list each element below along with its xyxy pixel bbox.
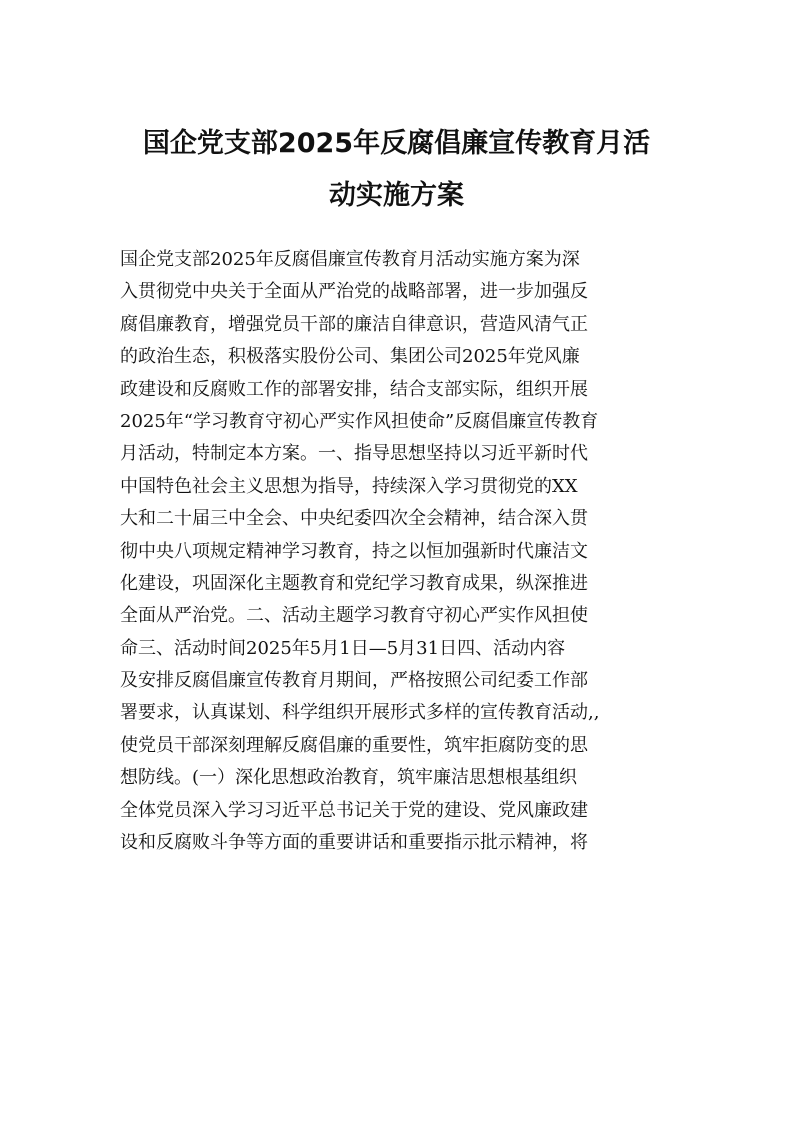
body-line-18: 全体党员深入学习习近平总书记关于党的建设、党风廉政建 [120, 799, 588, 821]
body-line-1: 国企党支部2025年反腐倡廉宣传教育月活动实施方案为深 [120, 249, 580, 270]
body-line-14: 及安排反腐倡廉宣传教育月期间，严格按照公司纪委工作部 [120, 670, 588, 692]
body-line-2: 入贯彻党中央关于全面从严治党的战略部署，进一步加强反 [120, 281, 588, 303]
body-line-5: 政建设和反腐败工作的部署安排，结合支部实际，组织开展 [120, 378, 588, 400]
title-line-2: 动实施方案 [329, 180, 464, 211]
body-line-11: 化建设，巩固深化主题教育和党纪学习教育成果，纵深推进 [120, 572, 588, 594]
body-line-15: 署要求，认真谋划、科学组织开展形式多样的宣传教育活动,, [120, 702, 600, 724]
body-line-17: 想防线。(一）深化思想政治教育，筑牢廉洁思想根基组织 [120, 767, 578, 789]
body-line-6: 2025年“学习教育守初心严实作风担使命”反腐倡廉宣传教育 [120, 410, 599, 432]
document-body [120, 244, 680, 859]
body-line-7: 月活动，特制定本方案。一、指导思想坚持以习近平新时代 [120, 443, 588, 465]
body-line-10: 彻中央八项规定精神学习教育，持之以恒加强新时代廉洁文 [120, 540, 588, 562]
body-line-9: 大和二十届三中全会、中央纪委四次全会精神，结合深入贯 [120, 508, 588, 530]
body-line-3: 腐倡廉教育，增强党员干部的廉洁自律意识，营造风清气正 [120, 313, 588, 335]
body-line-8: 中国特色社会主义思想为指导，持续深入学习贯彻党的XX [120, 475, 578, 497]
title-line-1: 国企党支部2025年反腐倡廉宣传教育月活 [142, 128, 651, 159]
body-line-13: 命三、活动时间2025年5月1日—5月31日四、活动内容 [120, 637, 566, 659]
body-line-16: 使党员干部深刻理解反腐倡廉的重要性，筑牢拒腐防变的思 [120, 734, 588, 756]
body-line-19: 设和反腐败斗争等方面的重要讲话和重要指示批示精神，将 [120, 832, 588, 854]
body-line-4: 的政治生态，积极落实股份公司、集团公司2025年党风廉 [120, 346, 580, 368]
document-title [110, 118, 683, 222]
body-line-12: 全面从严治党。二、活动主题学习教育守初心严实作风担使 [120, 605, 588, 627]
